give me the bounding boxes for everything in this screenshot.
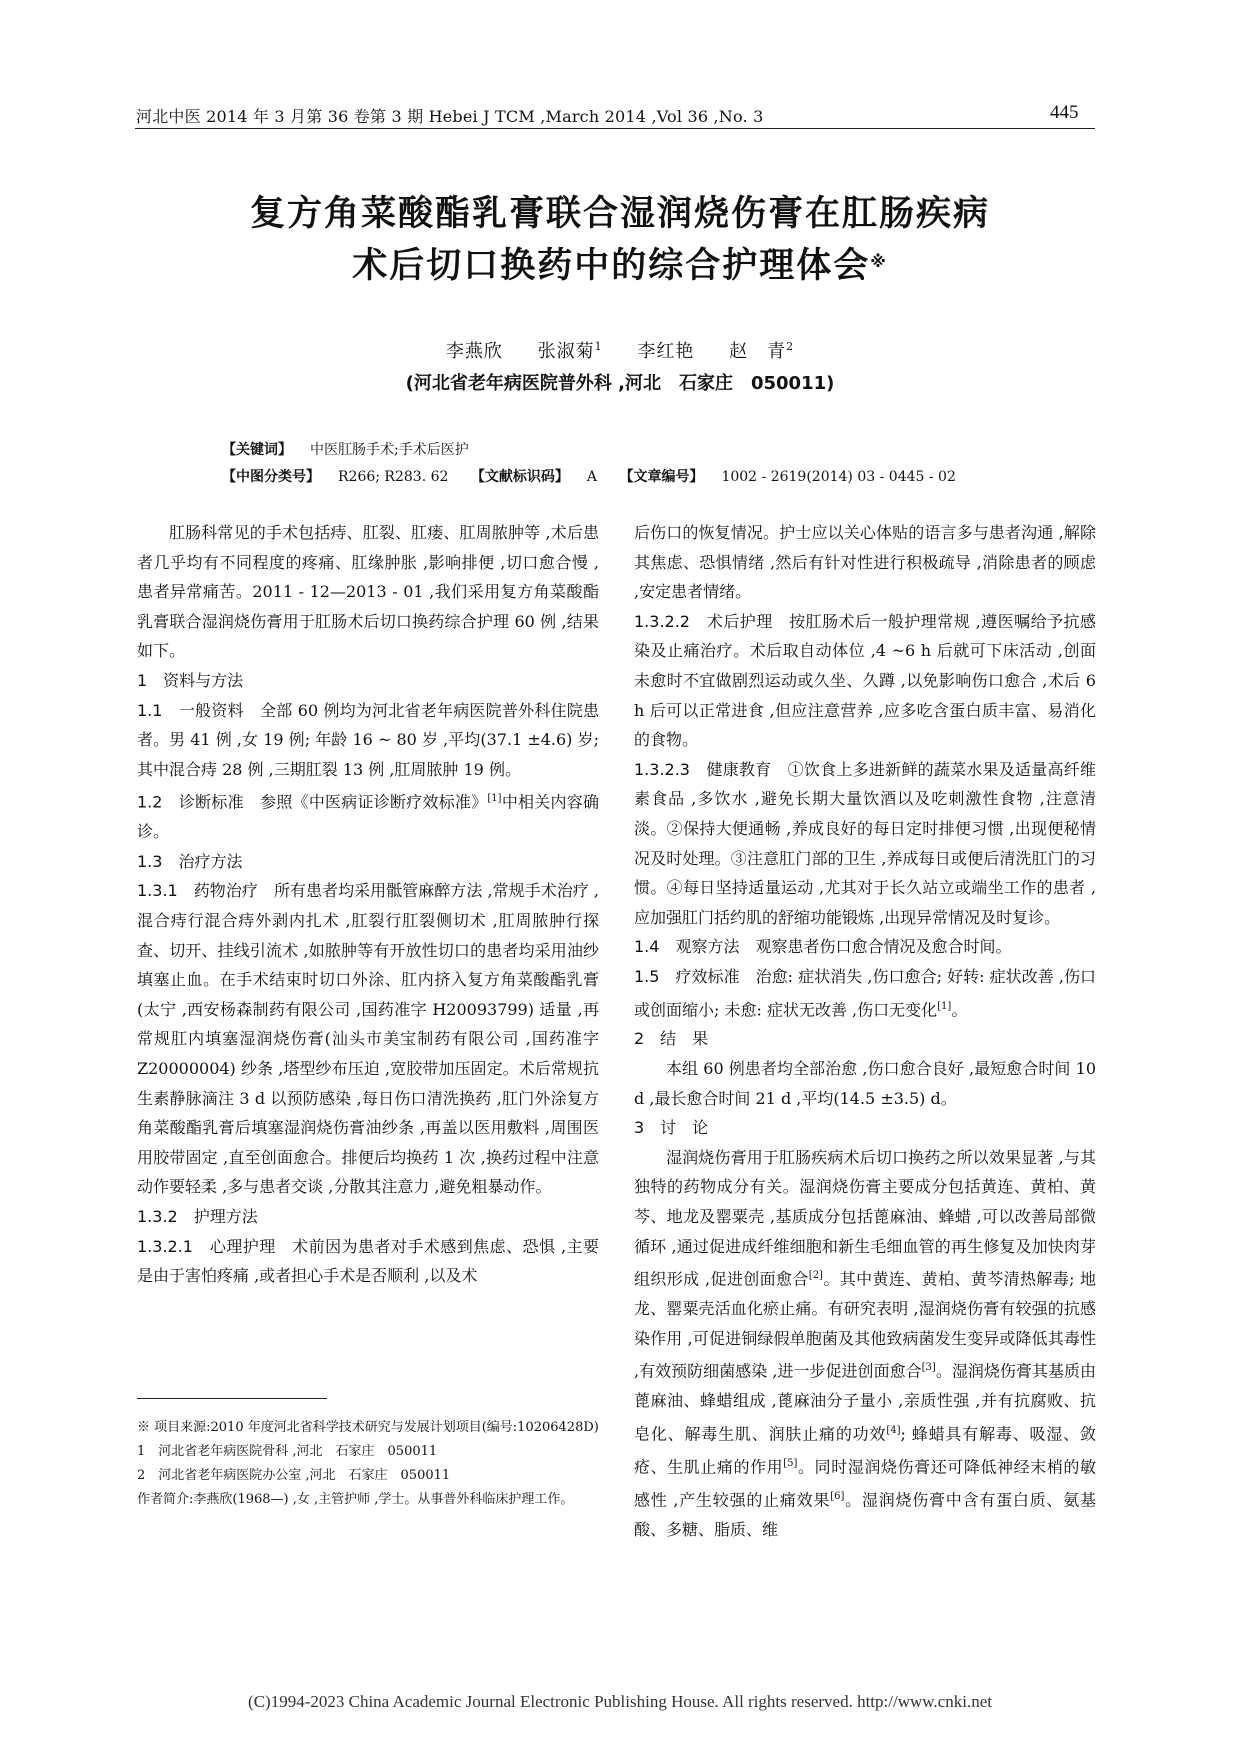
discussion-paragraph	[634, 1143, 1096, 1544]
footnote-2: 2 河北省老年病医院办公室 ,河北 石家庄 050011	[137, 1468, 451, 1483]
section-heading-2: 2 结 果	[634, 1029, 709, 1049]
section-1-5-end: 。	[951, 999, 968, 1019]
author	[538, 341, 603, 362]
article-no-value: 1002 - 2619(2014) 03 - 0445 - 02	[721, 469, 956, 485]
section-1-3-2-1	[137, 1232, 599, 1291]
discussion-text: 。其中黄连、黄柏、黄芩清热解毒; 地龙、罂粟壳活血化瘀止痛。有研究表明 ,湿润烧伤膏有较强的抗感染作用 ,可促进铜绿假单胞菌及其他致病菌发生变异或降低其毒性 ,有效预防细菌感染 ,进一步促进创面愈合	[634, 1269, 1096, 1381]
doc-code-label: 【文献标识码】	[470, 469, 569, 485]
author-list	[0, 337, 1240, 363]
section-1-1-title: 1.1 一般资料	[137, 700, 244, 720]
title-line-2	[0, 242, 1240, 290]
author	[637, 341, 694, 362]
section-1-3-2-title: 1.3.2 护理方法	[137, 1206, 258, 1226]
section-1-3-2-1-text: 术前因为患者对手术感到焦虑、恐惧 ,主要是由于害怕疼痛 ,或者担心手术是否顺利 ,以及术	[137, 1236, 599, 1286]
section-1-3-2-3	[634, 755, 1096, 933]
right-column	[634, 518, 1096, 1544]
author-bio: 作者简介:李燕欣(1968—) ,女 ,主管护师 ,学士。从事普外科临床护理工作。	[137, 1492, 574, 1507]
discussion-text: 。湿润烧伤膏其基质由蓖麻油、蜂蜡组成 ,蓖麻油分子量小 ,亲质性强 ,并有抗腐败、抗皂化、解毒生肌、润肤止痛的功效	[634, 1361, 1096, 1444]
citation-ref: [1]	[937, 1000, 952, 1012]
article-no-label: 【文章编号】	[619, 469, 704, 485]
section-1-5	[634, 962, 1096, 1025]
running-head: 河北中医 2014 年 3 月第 36 卷第 3 期 Hebei J TCM ,March 2014 ,Vol 36 ,No. 3	[136, 107, 764, 126]
discussion-text: ; 蜂蜡具有解毒、吸湿、敛疮、生肌止痛的作用	[634, 1424, 1096, 1477]
clc-value: R266; R283. 62	[338, 469, 449, 485]
citation-ref: [5]	[783, 1457, 798, 1469]
author-name: 赵 青	[729, 341, 787, 362]
section-1-3-title: 1.3 治疗方法	[137, 851, 243, 871]
classification-line	[222, 466, 956, 486]
author	[446, 341, 503, 362]
section-heading-3: 3 讨 论	[634, 1118, 709, 1138]
citation-ref: [2]	[808, 1270, 823, 1282]
title-mark: ※	[870, 252, 888, 271]
title-line-2-text: 术后切口换药中的综合护理体会	[352, 246, 871, 286]
footnotes	[137, 1416, 599, 1512]
citation-ref: [1]	[487, 793, 502, 805]
affiliation: (河北省老年病医院普外科 ,河北 石家庄 050011)	[405, 373, 835, 394]
section-1-2-text: 参照《中医病证诊断疗效标准》	[260, 792, 488, 812]
intro-paragraph: 肛肠科常见的手术包括痔、肛裂、肛瘘、肛周脓肿等 ,术后患者几乎均有不同程度的疼痛、肛缘肿胀 ,影响排便 ,切口愈合慢 ,患者异常痛苦。2011 - 12—2013 - 01 ,我们采用复方角菜酸酯乳膏联合湿润烧伤膏用于肛肠术后切口换药综合护理 60 例 ,结果如下。	[137, 523, 599, 661]
doc-code-value: A	[586, 469, 597, 485]
citation-ref: [3]	[921, 1362, 936, 1374]
title-line-1: 复方角菜酸酯乳膏联合湿润烧伤膏在肛肠疾病	[249, 194, 990, 234]
clc-label: 【中图分类号】	[222, 469, 320, 485]
section-1-3-2-3-title: 1.3.2.3 健康教育	[634, 759, 772, 779]
discussion-text: 湿润烧伤膏用于肛肠疾病术后切口换药之所以效果显著 ,与其独特的药物成分有关。湿润烧伤膏主要成分包括黄连、黄柏、黄芩、地龙及罂粟壳 ,基质成分包括蓖麻油、蜂蜡 ,可以改善局部微循环 ,通过促进成纤维细胞和新生毛细血管的再生修复及加快肉芽组织形成 ,促进创面愈合	[634, 1147, 1096, 1289]
author-name: 张淑菊	[537, 341, 595, 362]
author	[729, 341, 794, 362]
author-name: 李红艳	[637, 341, 695, 362]
keywords-label: 【关键词】	[222, 442, 292, 458]
author-name: 李燕欣	[445, 341, 503, 362]
left-column	[137, 518, 599, 1291]
footnote-rule	[137, 1398, 327, 1399]
section-1-3-2-2	[634, 607, 1096, 755]
section-1-3-2-2-text: 按肛肠术后一般护理常规 ,遵医嘱给予抗感染及止痛治疗。术后取自动体位 ,4 ~6 h 后就可下床活动 ,创面未愈时不宜做剧烈运动或久坐、久蹲 ,以免影响伤口愈合 ,术后 6 h 后可以正常进食 ,但应注意营养 ,应多吃含蛋白质丰富、易消化的食物。	[634, 611, 1096, 750]
section-1-5-text: 治愈: 症状消失 ,伤口愈合; 好转: 症状改善 ,伤口或创面缩小; 未愈: 症状无改善 ,伤口无变化	[634, 966, 1096, 1019]
section-1-4	[634, 932, 1096, 962]
header-rule	[135, 128, 1095, 129]
keywords-value: 中医肛肠手术;手术后医护	[310, 442, 469, 458]
section-1-4-title: 1.4 观察方法	[634, 937, 740, 957]
section-1-3-2-1-title: 1.3.2.1 心理护理	[137, 1236, 276, 1256]
section-1-1-text: 全部 60 例均为河北省老年病医院普外科住院患者。男 41 例 ,女 19 例; 年龄 16 ~ 80 岁 ,平均(37.1 ±4.6) 岁; 其中混合痔 28 例 ,三期肛裂 13 例 ,肛周脓肿 19 例。	[137, 700, 599, 779]
footnote-1: 1 河北省老年病医院骨科 ,河北 石家庄 050011	[137, 1444, 438, 1459]
citation-ref: [6]	[830, 1490, 845, 1502]
continued-paragraph: 后伤口的恢复情况。护士应以关心体贴的语言多与患者沟通 ,解除其焦虑、恐惧情绪 ,然后有针对性进行积极疏导 ,消除患者的顾虑 ,安定患者情绪。	[634, 523, 1096, 602]
keywords-line	[222, 439, 469, 459]
section-1-3-1-text: 所有患者均采用骶管麻醉方法 ,常规手术治疗 ,混合痔行混合痔外剥内扎术 ,肛裂行肛裂侧切术 ,肛周脓肿行探查、切开、挂线引流术 ,如脓肿等有开放性切口的患者均采用油纱填塞止血。在手术结束时切口外涂、肛内挤入复方角菜酸酯乳膏(太宁 ,西安杨森制药有限公司 ,国药准字 H20093799) 适量 ,再常规肛内填塞湿润烧伤膏(汕头市美宝制药有限公司 ,国药准字 Z20000004) 纱条 ,塔型纱布压迫 ,宽胶带加压固定。术后常规抗生素静脉滴注 3 d 以预防感染 ,每日伤口清洗换药 ,肛门外涂复方角菜酸酯乳膏后填塞湿润烧伤膏油纱条 ,再盖以医用敷料 ,周围医用胶带固定 ,直至创面愈合。排便后均换药 1 次 ,换药过程中注意动作要轻柔 ,多与患者交谈 ,分散其注意力 ,避免粗暴动作。	[137, 881, 599, 1197]
section-1-1	[137, 696, 599, 785]
copyright-notice: (C)1994-2023 China Academic Journal Electronic Publishing House. All rights reserved. http://www.cnki.net	[248, 1692, 992, 1711]
section-1-2-title: 1.2 诊断标准	[137, 792, 244, 812]
discussion-text: 。湿润烧伤膏中含有蛋白质、氨基酸、多糖、脂质、维	[634, 1489, 1096, 1539]
author-sup: 1	[594, 340, 603, 353]
section-heading-1: 1 资料与方法	[137, 670, 244, 690]
results-paragraph: 本组 60 例患者均全部治愈 ,伤口愈合良好 ,最短愈合时间 10 d ,最长愈合时间 21 d ,平均(14.5 ±3.5) d。	[634, 1059, 1096, 1108]
citation-ref: [4]	[886, 1424, 901, 1436]
section-1-4-text: 观察患者伤口愈合情况及愈合时间。	[755, 937, 1012, 957]
section-1-3-1	[137, 876, 599, 1202]
section-1-2	[137, 784, 599, 847]
section-1-2-text-end: 中相关内容确诊。	[137, 792, 599, 842]
section-1-3-2-2-title: 1.3.2.2 术后护理	[634, 611, 773, 631]
discussion-text: 。同时湿润烧伤膏还可降低神经末梢的敏感性 ,产生较强的止痛效果	[634, 1457, 1096, 1509]
section-1-3-2-3-text: ①饮食上多进新鲜的蔬菜水果及适量高纤维素食品 ,多饮水 ,避免长期大量饮酒以及吃刺激性食物 ,注意清淡。②保持大便通畅 ,养成良好的每日定时排便习惯 ,出现便秘情况及时处理。③注意肛门部的卫生 ,养成每日或便后清洗肛门的习惯。④每日坚持适量运动 ,尤其对于长久站立或端坐工作的患者 ,应加强肛门括约肌的舒缩功能锻炼 ,出现异常情况及时复诊。	[634, 759, 1096, 927]
page-number: 445	[1050, 102, 1079, 123]
section-1-5-title: 1.5 疗效标准	[634, 966, 740, 986]
section-1-3-1-title: 1.3.1 药物治疗	[137, 881, 258, 901]
author-sup: 2	[786, 340, 795, 353]
footnote-fund: ※ 项目来源:2010 年度河北省科学技术研究与发展计划项目(编号:10206428D)	[137, 1420, 599, 1435]
